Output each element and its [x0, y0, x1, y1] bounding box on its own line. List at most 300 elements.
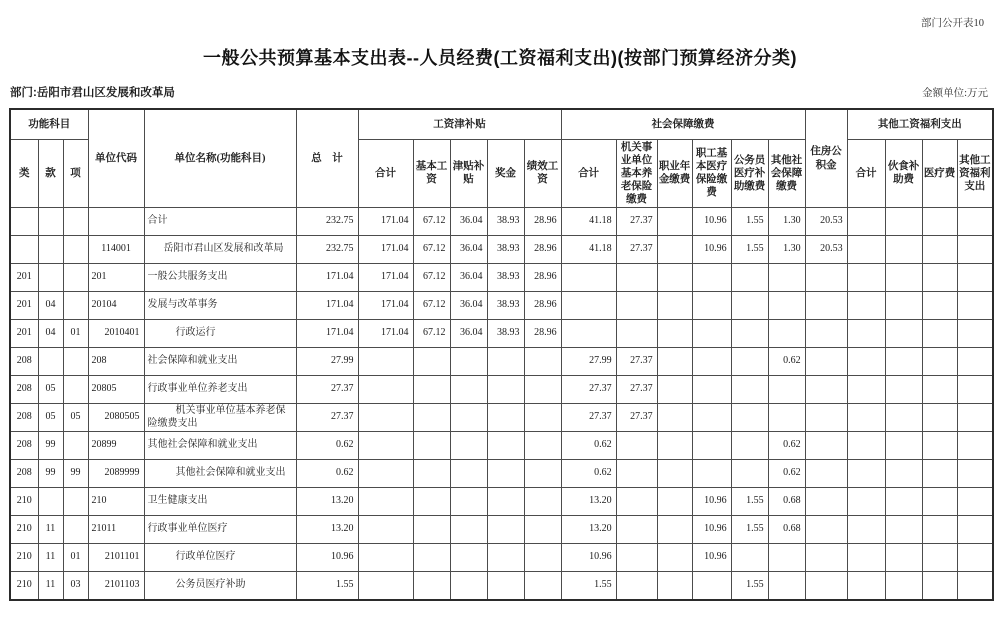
table-cell: 10.96	[296, 544, 358, 572]
table-cell	[768, 292, 805, 320]
table-cell	[847, 264, 885, 292]
header-meal-subsidy: 伙食补助费	[885, 139, 922, 208]
table-cell	[922, 460, 957, 488]
table-cell	[692, 404, 731, 432]
table-cell: 04	[38, 292, 63, 320]
header-annuity-contrib: 职业年金缴费	[657, 139, 692, 208]
table-cell	[805, 348, 847, 376]
amount-unit-label: 金额单位:万元	[922, 88, 988, 99]
header-other-total: 合计	[847, 139, 885, 208]
table-cell: 27.37	[616, 376, 657, 404]
table-cell	[657, 572, 692, 600]
table-cell: 0.68	[768, 488, 805, 516]
table-cell: 171.04	[296, 320, 358, 348]
table-cell	[616, 460, 657, 488]
table-cell: 41.18	[561, 208, 616, 236]
table-cell	[358, 460, 413, 488]
header-performance-salary: 绩效工资	[524, 139, 561, 208]
table-cell: 0.62	[768, 348, 805, 376]
table-cell	[657, 348, 692, 376]
table-cell: 99	[63, 460, 88, 488]
table-cell	[731, 376, 768, 404]
table-cell	[731, 292, 768, 320]
table-cell: 232.75	[296, 236, 358, 264]
table-cell	[413, 544, 450, 572]
table-cell	[805, 376, 847, 404]
table-cell: 38.93	[487, 292, 524, 320]
table-cell	[885, 432, 922, 460]
table-cell	[38, 208, 63, 236]
header-group-social-security: 社会保障缴费	[561, 109, 805, 139]
table-cell: 10.96	[561, 544, 616, 572]
table-row	[10, 320, 993, 348]
table-cell	[957, 292, 993, 320]
table-cell	[63, 292, 88, 320]
table-cell	[731, 348, 768, 376]
table-cell	[450, 348, 487, 376]
table-cell	[657, 516, 692, 544]
table-cell: 27.37	[561, 404, 616, 432]
table-cell	[805, 432, 847, 460]
table-cell	[413, 432, 450, 460]
table-cell: 2101101	[88, 544, 144, 572]
table-cell: 67.12	[413, 208, 450, 236]
table-cell	[358, 432, 413, 460]
table-cell	[413, 348, 450, 376]
table-cell	[487, 376, 524, 404]
table-cell: 28.96	[524, 264, 561, 292]
header-group-other-welfare: 其他工资福利支出	[847, 109, 993, 139]
table-cell: 一般公共服务支出	[144, 264, 296, 292]
table-cell	[487, 516, 524, 544]
table-cell	[63, 264, 88, 292]
table-cell	[657, 376, 692, 404]
table-cell: 1.30	[768, 208, 805, 236]
header-bonus: 奖金	[487, 139, 524, 208]
header-section: 款	[38, 139, 63, 208]
table-cell: 发展与改革事务	[144, 292, 296, 320]
table-cell	[692, 264, 731, 292]
table-cell	[885, 320, 922, 348]
table-cell	[957, 264, 993, 292]
table-cell: 27.37	[616, 236, 657, 264]
table-row	[10, 264, 993, 292]
header-func-subject: 功能科目	[10, 109, 88, 139]
table-cell: 201	[10, 320, 38, 348]
table-cell	[616, 488, 657, 516]
table-cell	[450, 376, 487, 404]
table-cell	[957, 320, 993, 348]
table-cell	[847, 320, 885, 348]
table-cell: 0.62	[768, 460, 805, 488]
table-cell	[616, 432, 657, 460]
table-cell	[805, 544, 847, 572]
table-cell: 2089999	[88, 460, 144, 488]
table-cell	[63, 432, 88, 460]
table-cell	[657, 264, 692, 292]
table-cell	[922, 376, 957, 404]
table-cell: 行政事业单位养老支出	[144, 376, 296, 404]
table-cell	[63, 488, 88, 516]
table-cell	[847, 208, 885, 236]
table-cell: 10.96	[692, 236, 731, 264]
table-cell: 0.62	[296, 460, 358, 488]
table-cell	[922, 264, 957, 292]
header-grand-total: 总 计	[296, 109, 358, 208]
table-cell: 13.20	[296, 516, 358, 544]
table-cell: 1.55	[731, 208, 768, 236]
table-row	[10, 208, 993, 236]
table-cell	[413, 376, 450, 404]
table-cell: 208	[10, 460, 38, 488]
table-cell	[524, 376, 561, 404]
table-cell: 99	[38, 460, 63, 488]
table-cell	[957, 404, 993, 432]
table-cell	[957, 208, 993, 236]
table-cell	[847, 404, 885, 432]
table-cell	[847, 488, 885, 516]
table-cell: 210	[10, 488, 38, 516]
table-cell	[358, 376, 413, 404]
table-cell: 28.96	[524, 292, 561, 320]
table-cell: 1.55	[731, 572, 768, 600]
table-cell	[487, 404, 524, 432]
table-cell: 13.20	[561, 488, 616, 516]
table-cell: 36.04	[450, 208, 487, 236]
table-cell	[847, 516, 885, 544]
table-cell	[38, 236, 63, 264]
table-cell	[922, 236, 957, 264]
table-cell	[805, 488, 847, 516]
table-cell	[88, 208, 144, 236]
table-cell	[885, 572, 922, 600]
table-cell: 2010401	[88, 320, 144, 348]
table-row	[10, 292, 993, 320]
table-cell	[847, 236, 885, 264]
table-cell: 232.75	[296, 208, 358, 236]
table-cell	[885, 516, 922, 544]
table-cell: 28.96	[524, 208, 561, 236]
table-cell	[885, 376, 922, 404]
table-cell: 27.37	[616, 348, 657, 376]
table-cell	[616, 292, 657, 320]
table-cell	[450, 544, 487, 572]
table-row	[10, 348, 993, 376]
header-unit-name: 单位名称(功能科目)	[144, 109, 296, 208]
table-cell: 171.04	[296, 292, 358, 320]
table-cell	[692, 376, 731, 404]
table-cell: 11	[38, 572, 63, 600]
meta-row	[10, 84, 988, 100]
table-cell	[524, 460, 561, 488]
page-title: 一般公共预算基本支出表--人员经费(工资福利支出)(按部门预算经济分类)	[203, 48, 797, 68]
table-cell: 其他社会保障和就业支出	[144, 432, 296, 460]
table-cell: 2080505	[88, 404, 144, 432]
table-cell	[450, 460, 487, 488]
table-cell	[692, 460, 731, 488]
table-cell: 67.12	[413, 292, 450, 320]
table-cell: 210	[88, 488, 144, 516]
table-row	[10, 488, 993, 516]
table-cell: 36.04	[450, 292, 487, 320]
table-cell: 0.62	[561, 432, 616, 460]
table-cell	[692, 572, 731, 600]
table-header	[10, 109, 993, 208]
table-cell: 36.04	[450, 320, 487, 348]
table-cell	[805, 460, 847, 488]
table-cell: 171.04	[296, 264, 358, 292]
table-cell: 0.62	[561, 460, 616, 488]
table-cell: 27.37	[296, 404, 358, 432]
table-cell	[616, 320, 657, 348]
table-cell: 171.04	[358, 320, 413, 348]
table-cell	[657, 404, 692, 432]
table-cell	[450, 404, 487, 432]
table-cell	[487, 348, 524, 376]
table-cell	[768, 320, 805, 348]
table-row	[10, 572, 993, 600]
table-cell: 03	[63, 572, 88, 600]
table-cell	[922, 516, 957, 544]
table-cell	[805, 572, 847, 600]
table-cell	[657, 208, 692, 236]
table-cell: 208	[10, 348, 38, 376]
table-cell: 机关事业单位基本养老保险缴费支出	[144, 404, 296, 432]
header-item: 项	[63, 139, 88, 208]
table-cell	[731, 264, 768, 292]
table-cell	[805, 264, 847, 292]
table-cell: 行政运行	[144, 320, 296, 348]
table-cell	[957, 376, 993, 404]
table-cell	[524, 404, 561, 432]
table-cell	[63, 348, 88, 376]
header-pension-contrib: 机关事业单位基本养老保险缴费	[616, 139, 657, 208]
table-cell	[731, 544, 768, 572]
table-cell: 208	[10, 432, 38, 460]
table-cell	[413, 460, 450, 488]
table-cell	[731, 432, 768, 460]
table-cell	[561, 320, 616, 348]
table-cell: 114001	[88, 236, 144, 264]
table-cell	[692, 432, 731, 460]
header-housing-fund: 住房公积金	[805, 109, 847, 208]
table-cell	[885, 488, 922, 516]
form-number-label: 部门公开表10	[921, 18, 984, 29]
header-salary-total: 合计	[358, 139, 413, 208]
table-cell: 171.04	[358, 292, 413, 320]
table-cell: 210	[10, 516, 38, 544]
table-cell: 38.93	[487, 236, 524, 264]
table-cell	[957, 348, 993, 376]
table-cell: 1.55	[731, 488, 768, 516]
table-cell: 其他社会保障和就业支出	[144, 460, 296, 488]
table-cell: 社会保障和就业支出	[144, 348, 296, 376]
table-cell	[561, 292, 616, 320]
table-cell: 201	[88, 264, 144, 292]
table-cell	[358, 404, 413, 432]
table-cell	[524, 488, 561, 516]
department-label: 部门:岳阳市君山区发展和改革局	[10, 87, 175, 99]
table-cell	[358, 516, 413, 544]
table-cell	[922, 208, 957, 236]
table-cell	[487, 460, 524, 488]
table-cell: 21011	[88, 516, 144, 544]
header-allowance: 津贴补贴	[450, 139, 487, 208]
table-cell	[657, 236, 692, 264]
table-cell	[38, 348, 63, 376]
table-cell: 171.04	[358, 236, 413, 264]
header-class: 类	[10, 139, 38, 208]
table-cell: 27.99	[561, 348, 616, 376]
table-cell: 10.96	[692, 208, 731, 236]
table-cell: 208	[88, 348, 144, 376]
table-row	[10, 236, 993, 264]
table-cell: 1.55	[561, 572, 616, 600]
table-cell: 行政事业单位医疗	[144, 516, 296, 544]
table-cell	[616, 516, 657, 544]
table-cell: 67.12	[413, 320, 450, 348]
table-cell	[731, 404, 768, 432]
table-cell	[768, 404, 805, 432]
table-cell	[524, 516, 561, 544]
table-cell	[885, 208, 922, 236]
header-basic-salary: 基本工资	[413, 139, 450, 208]
table-cell: 67.12	[413, 236, 450, 264]
table-cell: 201	[10, 292, 38, 320]
table-cell	[885, 264, 922, 292]
table-cell	[805, 292, 847, 320]
table-cell: 38.93	[487, 320, 524, 348]
table-cell	[805, 320, 847, 348]
table-cell: 38.93	[487, 208, 524, 236]
table-cell	[922, 404, 957, 432]
table-cell	[847, 544, 885, 572]
table-cell	[805, 516, 847, 544]
table-cell: 11	[38, 544, 63, 572]
table-cell	[657, 544, 692, 572]
table-cell	[847, 292, 885, 320]
table-cell: 卫生健康支出	[144, 488, 296, 516]
header-medical-fee: 医疗费	[922, 139, 957, 208]
table-cell: 27.37	[296, 376, 358, 404]
table-cell: 1.55	[731, 236, 768, 264]
table-cell	[768, 264, 805, 292]
table-cell: 38.93	[487, 264, 524, 292]
header-other-social: 其他社会保障缴费	[768, 139, 805, 208]
table-cell	[885, 460, 922, 488]
table-cell: 04	[38, 320, 63, 348]
table-cell: 1.55	[731, 516, 768, 544]
table-cell	[847, 432, 885, 460]
table-cell	[957, 488, 993, 516]
table-cell: 01	[63, 544, 88, 572]
table-cell: 20104	[88, 292, 144, 320]
table-cell	[450, 572, 487, 600]
table-cell: 99	[38, 432, 63, 460]
table-cell	[450, 488, 487, 516]
table-cell	[922, 432, 957, 460]
table-cell	[847, 460, 885, 488]
table-cell: 210	[10, 572, 38, 600]
table-cell: 67.12	[413, 264, 450, 292]
table-cell	[616, 572, 657, 600]
table-cell	[10, 236, 38, 264]
table-body	[10, 208, 993, 600]
table-cell	[524, 432, 561, 460]
table-cell	[561, 264, 616, 292]
table-cell	[922, 320, 957, 348]
table-cell	[413, 572, 450, 600]
table-cell: 20805	[88, 376, 144, 404]
table-cell	[885, 348, 922, 376]
table-cell: 05	[38, 404, 63, 432]
table-cell: 岳阳市君山区发展和改革局	[144, 236, 296, 264]
table-cell: 208	[10, 404, 38, 432]
table-cell: 合计	[144, 208, 296, 236]
table-cell	[957, 544, 993, 572]
table-cell	[413, 516, 450, 544]
table-row	[10, 516, 993, 544]
budget-table	[9, 108, 994, 601]
table-cell	[657, 460, 692, 488]
table-cell	[358, 348, 413, 376]
table-cell	[922, 572, 957, 600]
table-cell	[922, 488, 957, 516]
table-cell: 27.99	[296, 348, 358, 376]
table-cell	[957, 572, 993, 600]
table-cell	[38, 264, 63, 292]
table-cell: 10.96	[692, 544, 731, 572]
table-cell	[358, 544, 413, 572]
table-cell	[847, 376, 885, 404]
table-cell	[885, 292, 922, 320]
table-cell	[922, 292, 957, 320]
table-row	[10, 544, 993, 572]
table-cell: 210	[10, 544, 38, 572]
table-cell	[413, 488, 450, 516]
table-cell	[10, 208, 38, 236]
table-cell: 1.55	[296, 572, 358, 600]
table-cell	[885, 236, 922, 264]
table-cell	[487, 544, 524, 572]
table-cell: 10.96	[692, 488, 731, 516]
header-social-total: 合计	[561, 139, 616, 208]
table-cell: 36.04	[450, 236, 487, 264]
table-cell	[63, 208, 88, 236]
table-cell	[63, 516, 88, 544]
table-cell: 27.37	[561, 376, 616, 404]
table-cell: 13.20	[561, 516, 616, 544]
table-row	[10, 460, 993, 488]
table-cell: 1.30	[768, 236, 805, 264]
table-cell: 13.20	[296, 488, 358, 516]
table-cell: 0.68	[768, 516, 805, 544]
table-row	[10, 404, 993, 432]
header-unit-code: 单位代码	[88, 109, 144, 208]
table-cell: 28.96	[524, 320, 561, 348]
table-cell: 0.62	[768, 432, 805, 460]
table-cell	[358, 572, 413, 600]
table-row	[10, 432, 993, 460]
table-cell: 201	[10, 264, 38, 292]
table-cell	[524, 544, 561, 572]
table-cell	[957, 236, 993, 264]
table-cell	[657, 320, 692, 348]
table-cell	[657, 432, 692, 460]
table-cell: 20.53	[805, 236, 847, 264]
table-cell: 2101103	[88, 572, 144, 600]
table-cell	[692, 320, 731, 348]
